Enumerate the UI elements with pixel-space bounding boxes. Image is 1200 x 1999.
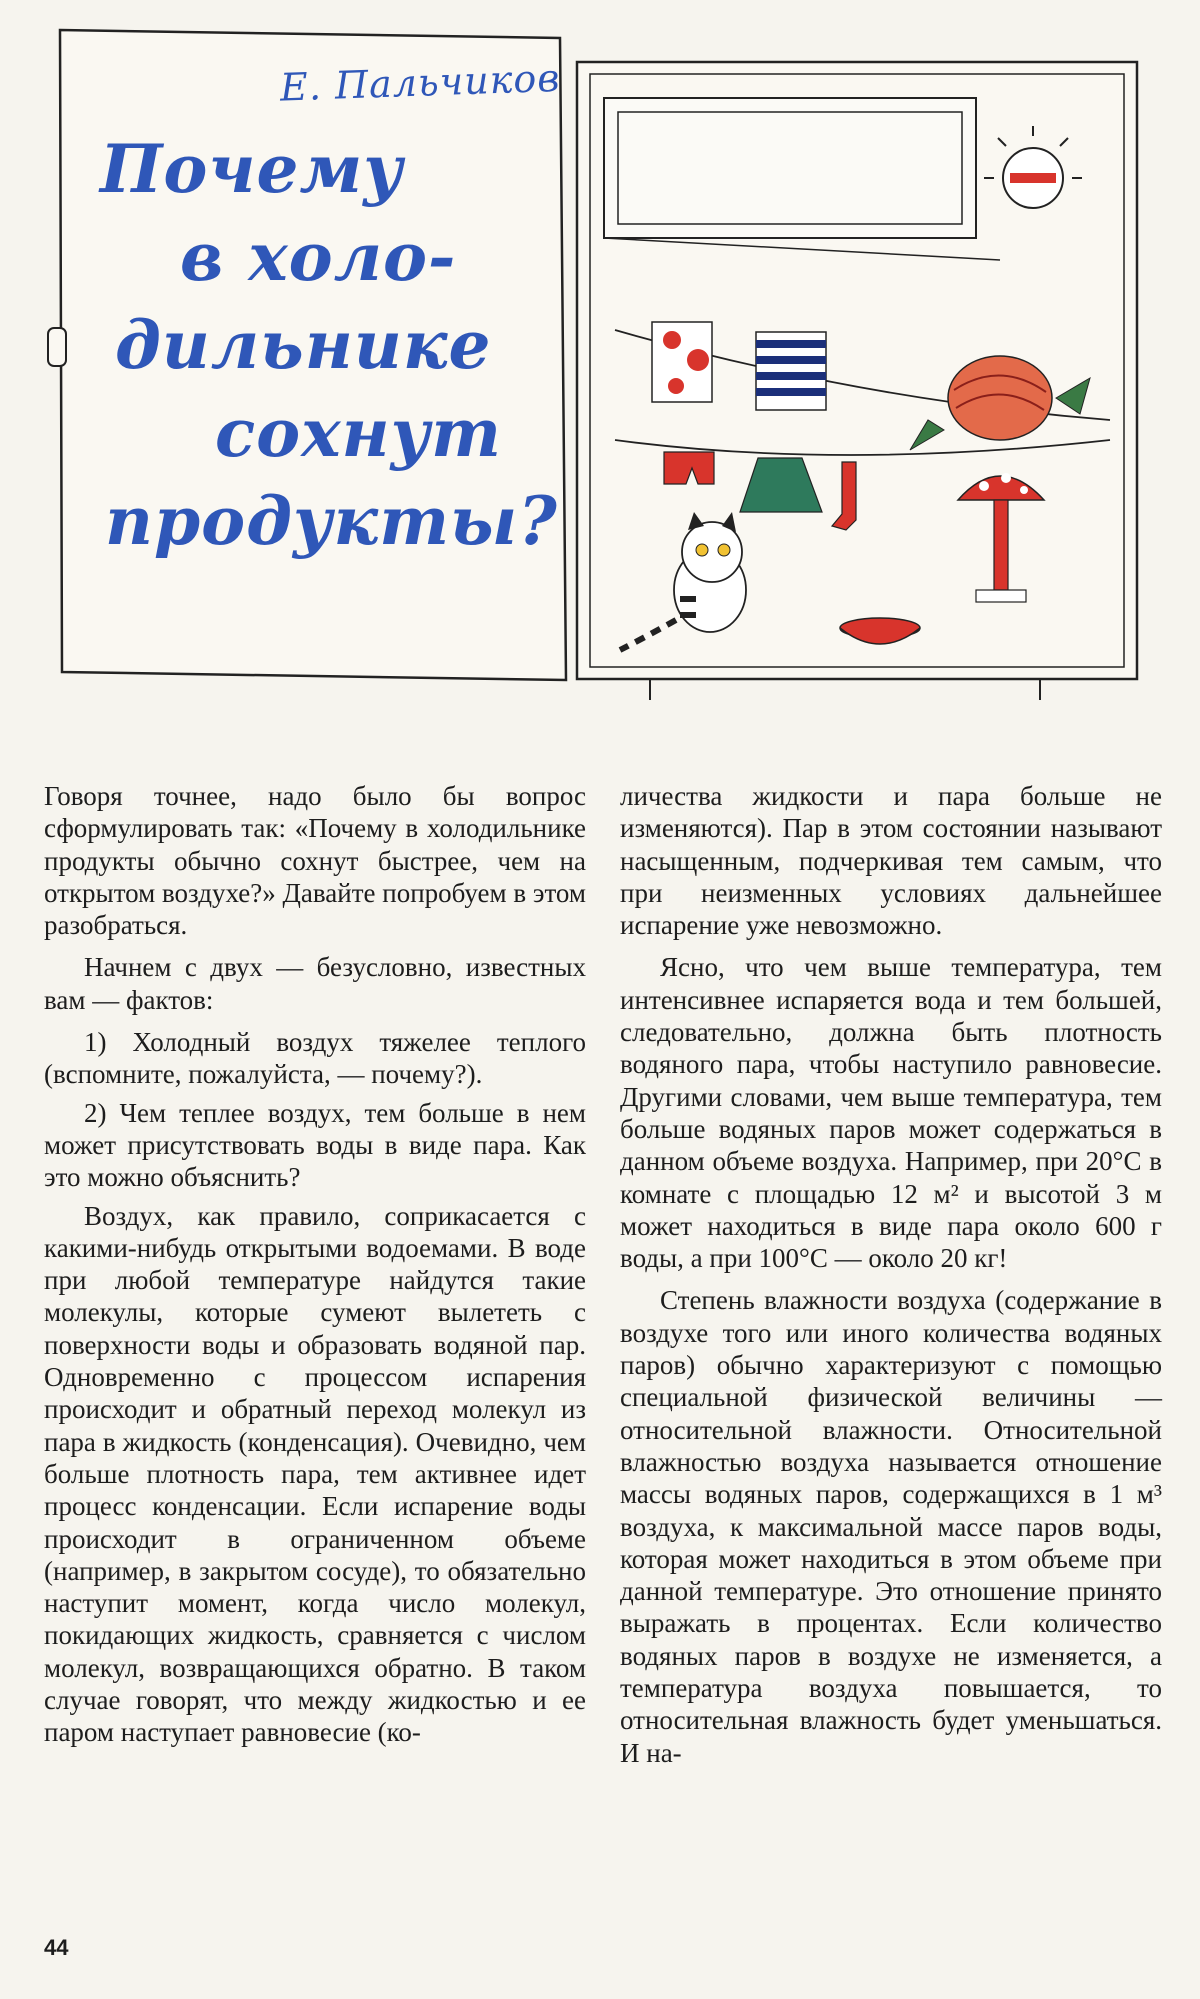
fridge-illustration [0, 0, 1200, 720]
text-column-right [620, 780, 1162, 1779]
fact-item: 2) Чем теплее воздух, тем больше в нем может присутствовать воды в виде пара. Как это можно объяснить? [44, 1097, 586, 1193]
fact-item: 1) Холодный воздух тяжелее теплого (вспомните, пожалуйста, — почему?). [44, 1027, 586, 1090]
paragraph: Говоря точнее, надо было бы вопрос сформулировать так: «Почему в холодильнике продукты обычно сохнут быстрее, чем на открытом воздухе?» Давайте попробуем в этом разобраться. [44, 781, 586, 941]
text-column-left [44, 780, 586, 1759]
title-line: продукты? [105, 482, 558, 560]
paragraph: личества жидкости и пара больше не изменяются). Пар в этом состоянии называют насыщенным, подчеркивая тем самым, что при неизменных условиях дальнейшее испарение уже невозможно. [620, 781, 1162, 941]
title-line: дильнике [115, 306, 492, 384]
paragraph: Воздух, как правило, соприкасается с какими-нибудь открытыми водоемами. В воде при любой температуре найдутся такие молекулы, которые сумеют вылететь с поверхности воды и образовать водяной пар. Одновременно с процессом испарения происходит и обратный переход молекул из пара в жидкость (конденсация). Очевидно, чем больше плотность пара, тем активнее идет процесс конденсации. Если испарение воды происходит в ограниченном объеме (например, в закрытом сосуде), то обязательно наступит момент, когда число молекул, покидающих жидкость, сравняется с числом молекул, возвращающихся обратно. В таком случае говорят, что между жидкостью и ее паром наступает равновесие (ко- [44, 1200, 586, 1748]
paragraph: Степень влажности воздуха (содержание в воздухе того или иного количества водяных паров) обычно характеризуют с помощью специальной физической величины — относительной влажности. Относительной влажностью воздуха называется отношение массы водяных паров, содержащихся в 1 м³ воздуха, к максимальной массе паров воды, которая может находиться в этом объеме при данной температуре. Это отношение принято выражать в процентах. Если количество водяных паров в воздухе не изменяется, а температура воздуха повышается, то относительная влажность будет уменьшаться. И на- [620, 1285, 1162, 1768]
author-name: Е. Пальчиков [279, 55, 562, 110]
article-title [70, 125, 570, 565]
paragraph: Начнем с двух — безусловно, известных вам — фактов: [44, 952, 586, 1015]
title-line: сохнут [215, 394, 502, 472]
paragraph: Ясно, что чем выше температура, тем интенсивнее испаряется вода и тем большей, следовательно, должна быть плотность водяного пара, чтобы наступило равновесие. Другими словами, чем выше температура, тем больше водяных паров может содержаться в данном объеме воздуха. Например, при 20°С в комнате с площадью 12 м² и высотой 3 м может находиться в виде пара около 600 г воды, а при 100°С — около 20 кг! [620, 952, 1162, 1274]
title-line: Почему [100, 130, 404, 208]
page-number: 44 [44, 1935, 69, 1960]
title-line: в холо- [180, 218, 457, 296]
